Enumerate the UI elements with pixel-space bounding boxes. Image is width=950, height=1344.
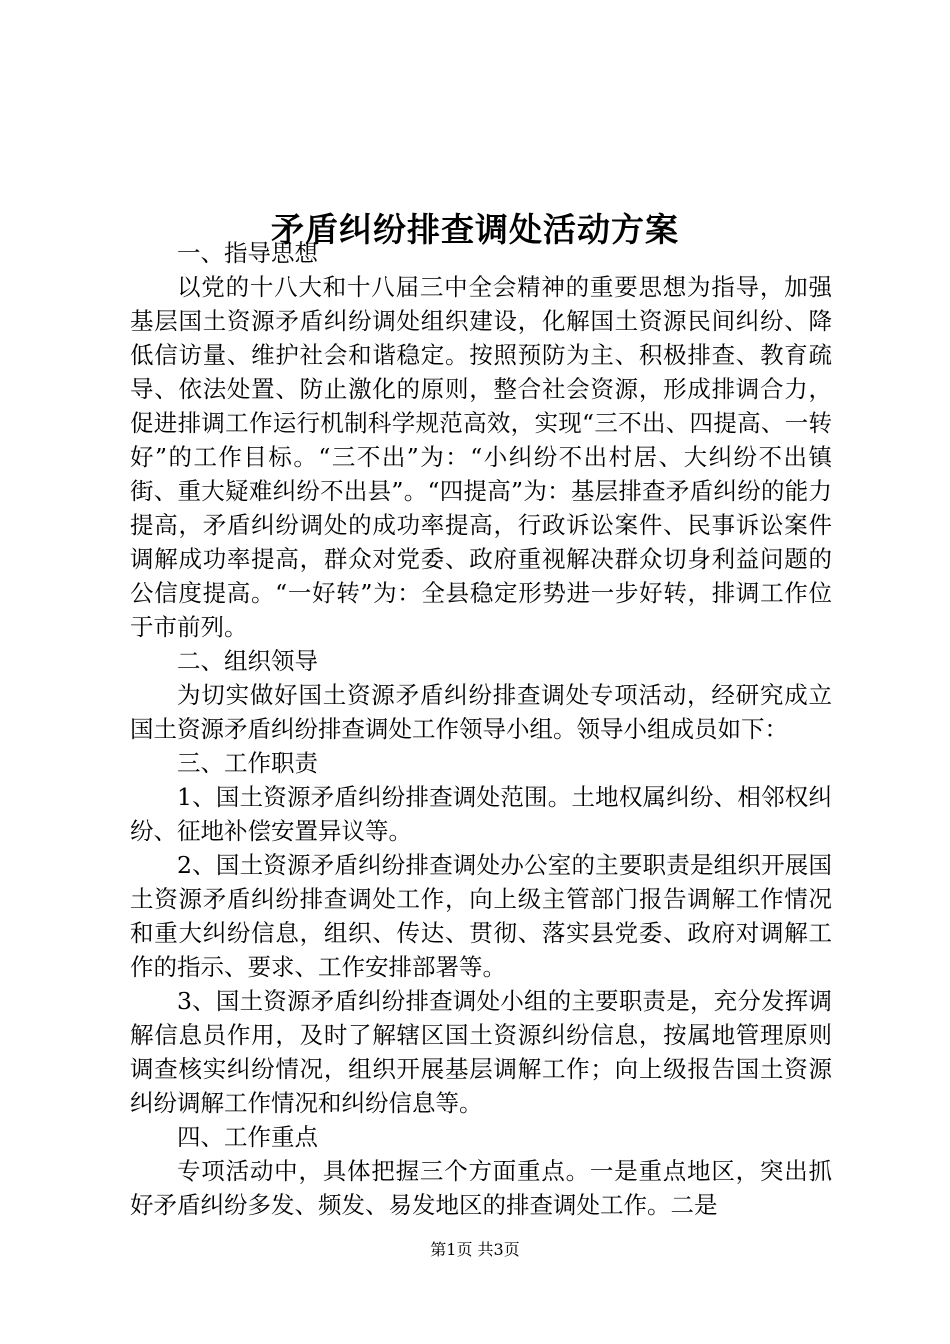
section-heading-key-points: 四、工作重点 — [177, 1123, 318, 1151]
paragraph: 3、国土资源矛盾纠纷排查调处小组的主要职责是，充分发挥调解信息员作用，及时了解辖区国土资源纠纷信息，按属地管理原则调查核实纠纷情况，组织开展基层调解工作；向上级报告国土资源纠纷调解工作情况和纠纷信息等。 — [130, 987, 832, 1117]
section-heading-organization: 二、组织领导 — [177, 647, 318, 675]
paragraph: 1、国土资源矛盾纠纷排查调处范围。土地权属纠纷、相邻权纠纷、征地补偿安置异议等。 — [130, 783, 832, 845]
paragraph: 2、国土资源矛盾纠纷排查调处办公室的主要职责是组织开展国土资源矛盾纠纷排查调处工作，向上级主管部门报告调解工作情况和重大纠纷信息，组织、传达、贯彻、落实县党委、政府对调解工作的指示、要求、工作安排部署等。 — [130, 851, 832, 981]
document-body — [130, 236, 832, 1222]
document-title: 矛盾纠纷排查调处活动方案 — [271, 210, 679, 250]
paragraph: 专项活动中，具体把握三个方面重点。一是重点地区，突出抓好矛盾纠纷多发、频发、易发地区的排查调处工作。二是 — [130, 1157, 832, 1219]
section-heading-guiding-ideology: 一、指导思想 — [177, 239, 318, 267]
paragraph: 以党的十八大和十八届三中全会精神的重要思想为指导，加强基层国土资源矛盾纠纷调处组织建设，化解国土资源民间纠纷、降低信访量、维护社会和谐稳定。按照预防为主、积极排查、教育疏导、依法处置、防止激化的原则，整合社会资源，形成排调合力，促进排调工作运行机制科学规范高效，实现“三不出、四提高、一转好”的工作目标。“三不出”为：“小纠纷不出村居、大纠纷不出镇街、重大疑难纠纷不出县”。“四提高”为：基层排查矛盾纠纷的能力提高，矛盾纠纷调处的成功率提高，行政诉讼案件、民事诉讼案件调解成功率提高，群众对党委、政府重视解决群众切身利益问题的公信度提高。“一好转”为：全县稳定形势进一步好转，排调工作位于市前列。 — [130, 273, 832, 641]
section-heading-responsibilities: 三、工作职责 — [177, 749, 318, 777]
page-number-footer: 第1页 共3页 — [430, 1240, 520, 1259]
paragraph: 为切实做好国土资源矛盾纠纷排查调处专项活动，经研究成立国土资源矛盾纠纷排查调处工作领导小组。领导小组成员如下： — [130, 681, 832, 743]
